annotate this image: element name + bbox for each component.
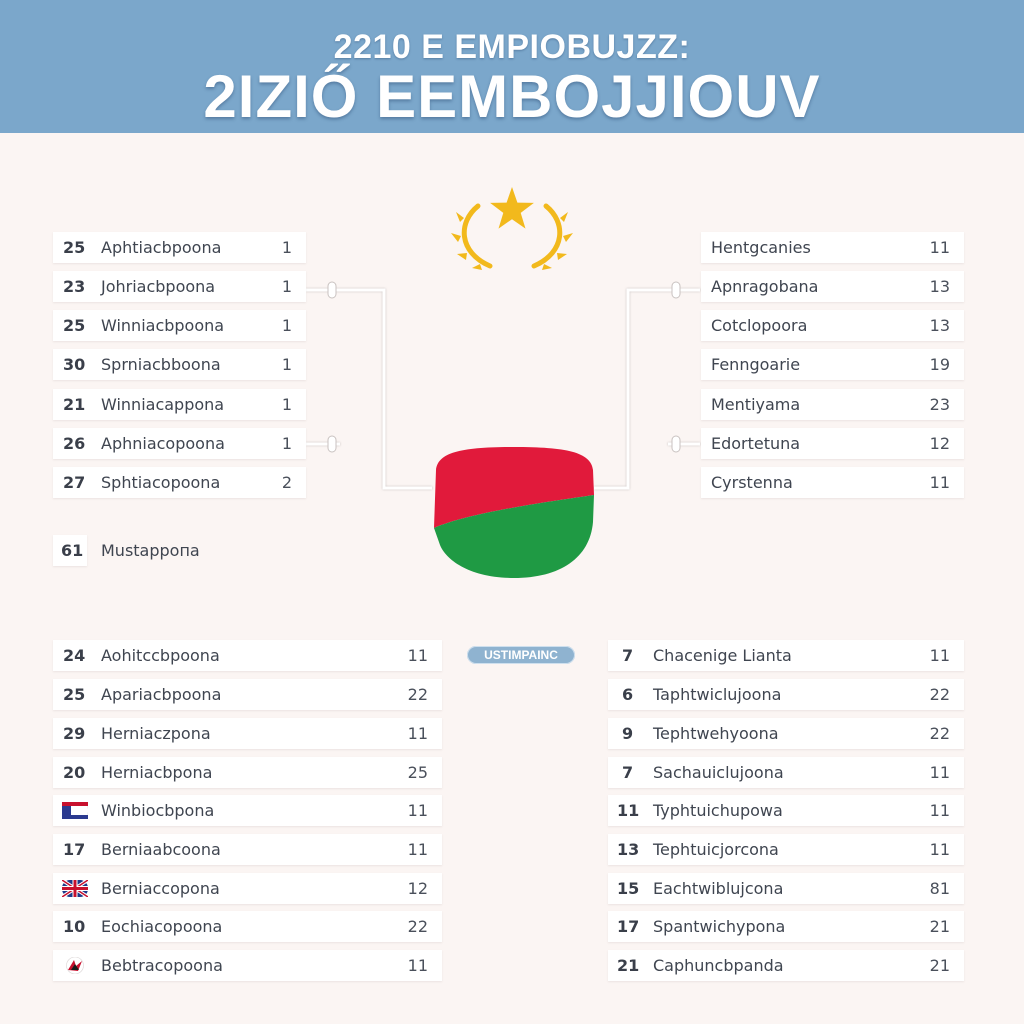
team-name: Typhtuichupowa bbox=[653, 801, 783, 820]
team-score: 1 bbox=[281, 355, 292, 374]
list-item[interactable] bbox=[701, 310, 964, 341]
list-item[interactable] bbox=[53, 467, 306, 498]
seed-number: 20 bbox=[63, 763, 86, 782]
team-name: Hentgcanies bbox=[711, 238, 811, 257]
team-score: 11 bbox=[929, 801, 950, 820]
team-name: Tephtuicjorcona bbox=[653, 840, 779, 859]
list-item[interactable] bbox=[53, 834, 442, 865]
team-score: 11 bbox=[407, 840, 428, 859]
team-score: 11 bbox=[929, 646, 950, 665]
list-item[interactable] bbox=[53, 679, 442, 710]
team-name: Tephtwehyoona bbox=[653, 724, 779, 743]
team-score: 22 bbox=[407, 917, 428, 936]
team-score: 12 bbox=[407, 879, 428, 898]
team-name: Aphniacopoona bbox=[101, 434, 225, 453]
seed-number: 9 bbox=[622, 724, 634, 743]
center-emblem-icon bbox=[434, 447, 594, 578]
team-name: Winniacbpoona bbox=[101, 316, 225, 335]
team-score: 11 bbox=[929, 473, 950, 492]
seed-number: 25 bbox=[63, 238, 86, 257]
list-item[interactable] bbox=[608, 679, 964, 710]
list-item[interactable] bbox=[608, 950, 964, 981]
list-item[interactable] bbox=[608, 795, 964, 826]
team-name: Caphuncbpanda bbox=[653, 956, 784, 975]
seed-number: 11 bbox=[617, 801, 640, 820]
team-name: Taphtwiclujoona bbox=[653, 685, 782, 704]
list-item[interactable] bbox=[53, 271, 306, 302]
page-subtitle: 2210 E EMPIOBUJZZ: bbox=[333, 28, 691, 66]
seed-number: 30 bbox=[63, 355, 86, 374]
flag-icon-union bbox=[62, 880, 88, 897]
seed-number: 6 bbox=[622, 685, 634, 704]
list-item[interactable] bbox=[53, 232, 306, 263]
team-name: Cyrstenna bbox=[711, 473, 793, 492]
seed-number: 26 bbox=[63, 434, 86, 453]
connector-knob bbox=[328, 436, 336, 452]
team-name: Sprniacbboona bbox=[101, 355, 221, 374]
team-score: 1 bbox=[281, 277, 292, 296]
seed-number: 27 bbox=[63, 473, 86, 492]
team-score: 1 bbox=[281, 434, 292, 453]
seed-number: 25 bbox=[63, 685, 86, 704]
single-entry-name: Mustappoпa bbox=[101, 541, 200, 560]
page-title: 2IZIŐ EEMBOJJIOUV bbox=[203, 63, 821, 130]
list-item[interactable] bbox=[53, 718, 442, 749]
team-name: Cotclopoora bbox=[711, 316, 808, 335]
team-name: Spantwichypona bbox=[653, 917, 786, 936]
connector-knob bbox=[672, 282, 680, 298]
team-score: 11 bbox=[407, 724, 428, 743]
list-item[interactable] bbox=[53, 310, 306, 341]
seed-number: 29 bbox=[63, 724, 86, 743]
seed-number: 61 bbox=[61, 541, 84, 560]
bracket-line-right-top bbox=[594, 290, 700, 488]
team-score: 22 bbox=[929, 724, 950, 743]
seed-number: 24 bbox=[63, 646, 86, 665]
team-name: Berniaabcoona bbox=[101, 840, 221, 859]
team-score: 21 bbox=[929, 917, 950, 936]
flag-icon-emblem bbox=[62, 957, 88, 974]
team-name: Herniaczpona bbox=[101, 724, 211, 743]
team-name: Aphtiacbpoona bbox=[101, 238, 222, 257]
bracket-line-left-top bbox=[306, 290, 432, 488]
seed-number: 13 bbox=[617, 840, 640, 859]
team-name: Aohitccbpoona bbox=[101, 646, 220, 665]
team-score: 11 bbox=[929, 238, 950, 257]
connector-knob bbox=[328, 282, 336, 298]
list-item[interactable] bbox=[53, 795, 442, 826]
seed-number: 7 bbox=[622, 646, 634, 665]
list-item[interactable] bbox=[701, 428, 964, 459]
team-score: 22 bbox=[929, 685, 950, 704]
list-item[interactable] bbox=[608, 718, 964, 749]
team-score: 11 bbox=[407, 801, 428, 820]
seed-number: 21 bbox=[63, 395, 86, 414]
team-name: Apnragobana bbox=[711, 277, 819, 296]
team-score: 19 bbox=[929, 355, 950, 374]
team-score: 11 bbox=[929, 763, 950, 782]
team-score: 2 bbox=[281, 473, 292, 492]
list-item[interactable] bbox=[53, 389, 306, 420]
status-badge: USTIMPAINC bbox=[467, 646, 575, 664]
list-item[interactable] bbox=[53, 757, 442, 788]
list-item[interactable] bbox=[608, 834, 964, 865]
seed-number: 17 bbox=[617, 917, 640, 936]
team-score: 23 bbox=[929, 395, 950, 414]
list-item[interactable] bbox=[608, 873, 964, 904]
list-item[interactable] bbox=[53, 349, 306, 380]
team-score: 13 bbox=[929, 277, 950, 296]
team-score: 22 bbox=[407, 685, 428, 704]
laurel-star-icon bbox=[451, 187, 573, 270]
team-name: Sachauiclujoona bbox=[653, 763, 784, 782]
list-item[interactable] bbox=[701, 349, 964, 380]
list-item[interactable] bbox=[53, 873, 442, 904]
seed-number: 21 bbox=[617, 956, 640, 975]
list-item[interactable] bbox=[608, 911, 964, 942]
team-score: 11 bbox=[929, 840, 950, 859]
star-shape bbox=[490, 187, 534, 229]
list-item[interactable] bbox=[53, 640, 442, 671]
list-item[interactable] bbox=[701, 232, 964, 263]
team-name: Berniaccopona bbox=[101, 879, 220, 898]
team-name: Eochiacopoona bbox=[101, 917, 223, 936]
team-score: 11 bbox=[407, 956, 428, 975]
team-name: Fenngoarie bbox=[711, 355, 801, 374]
list-item[interactable] bbox=[53, 950, 442, 981]
team-score: 12 bbox=[929, 434, 950, 453]
team-score: 81 bbox=[929, 879, 950, 898]
team-name: Edortetuna bbox=[711, 434, 801, 453]
team-name: Winniacappona bbox=[101, 395, 225, 414]
seed-number: 10 bbox=[63, 917, 86, 936]
team-score: 11 bbox=[407, 646, 428, 665]
seed-number: 17 bbox=[63, 840, 86, 859]
team-score: 21 bbox=[929, 956, 950, 975]
seed-number: 7 bbox=[622, 763, 634, 782]
single-entry-seed-box[interactable] bbox=[53, 535, 87, 566]
laurel-left bbox=[464, 206, 490, 266]
seed-number: 15 bbox=[617, 879, 640, 898]
team-score: 25 bbox=[407, 763, 428, 782]
list-item[interactable] bbox=[608, 757, 964, 788]
seed-number: 23 bbox=[63, 277, 86, 296]
team-name: Apariacbpoona bbox=[101, 685, 222, 704]
team-score: 1 bbox=[281, 316, 292, 335]
list-item[interactable] bbox=[701, 467, 964, 498]
flag-icon-striped bbox=[62, 802, 88, 819]
list-item[interactable] bbox=[701, 389, 964, 420]
team-name: Bebtracopoona bbox=[101, 956, 223, 975]
team-name: Herniacbpona bbox=[101, 763, 213, 782]
team-name: Sphtiacopoona bbox=[101, 473, 221, 492]
list-item[interactable] bbox=[608, 640, 964, 671]
team-score: 1 bbox=[281, 395, 292, 414]
list-item[interactable] bbox=[53, 428, 306, 459]
laurel-right bbox=[534, 206, 560, 266]
team-score: 13 bbox=[929, 316, 950, 335]
connector-knob bbox=[672, 436, 680, 452]
list-item[interactable] bbox=[701, 271, 964, 302]
team-name: Winbiocbpona bbox=[101, 801, 215, 820]
team-name: Eachtwiblujcona bbox=[653, 879, 784, 898]
team-name: Johriacbpoona bbox=[101, 277, 216, 296]
team-name: Chacenige Lianta bbox=[653, 646, 792, 665]
team-name: Mentiyama bbox=[711, 395, 801, 414]
team-score: 1 bbox=[281, 238, 292, 257]
list-item[interactable] bbox=[53, 911, 442, 942]
seed-number: 25 bbox=[63, 316, 86, 335]
